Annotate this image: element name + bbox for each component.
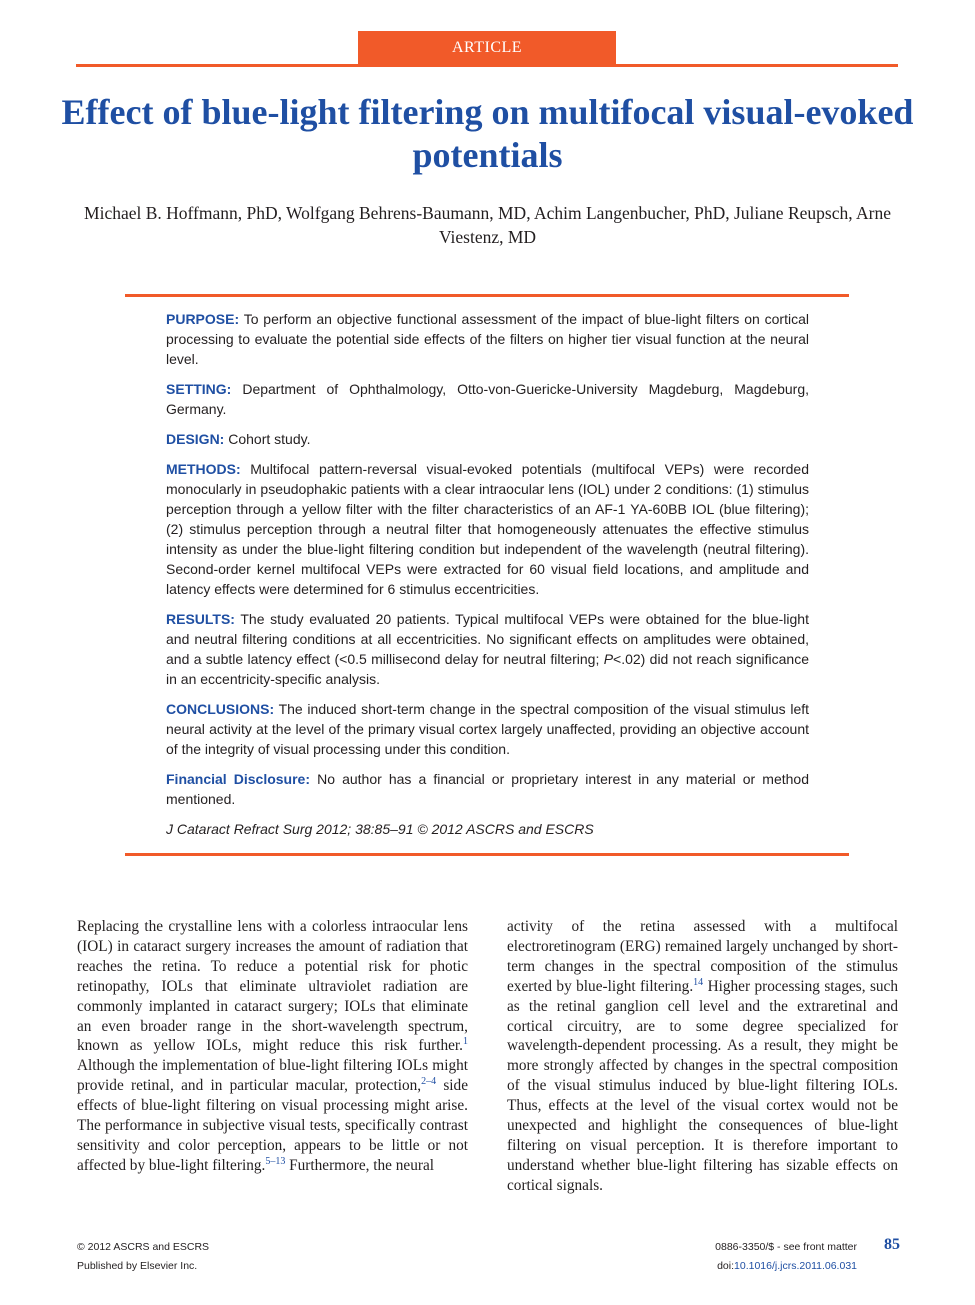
section-label: ARTICLE	[358, 31, 616, 65]
journal-citation: J Cataract Refract Surg 2012; 38:85–91 © 2012 ASCRS and ESCRS	[166, 821, 594, 837]
footer-publisher: Published by Elsevier Inc.	[77, 1260, 198, 1272]
disclosure-text: No author has a financial or proprietary interest in any material or method mentioned.	[166, 771, 809, 807]
body-column-right	[507, 917, 898, 1196]
results-label: RESULTS:	[166, 611, 235, 627]
abstract-purpose	[166, 309, 809, 369]
body-text: Although the implementation of blue-light filtering IOLs might provide retinal, and in particular macular, protection,	[77, 1057, 468, 1095]
abstract-conclusions	[166, 699, 809, 759]
footer-copyright: © 2012 ASCRS and ESCRS	[77, 1241, 210, 1253]
results-p-symbol: P	[603, 651, 614, 667]
setting-label: SETTING:	[166, 381, 232, 397]
purpose-text: To perform an objective functional assessment of the impact of blue-light filters on cortical processing to evaluate the potential side effects of the filters on higher tier visual function at the neural level.	[166, 311, 809, 367]
body-paragraph	[507, 917, 898, 1196]
header-rule	[76, 64, 898, 67]
conclusions-text: The induced short-term change in the spectral composition of the visual stimulus left neural activity at the level of the primary visual cortex largely unaffected, providing an objective account of the integrity of visual processing under this condition.	[166, 701, 810, 757]
design-text: Cohort study.	[228, 431, 311, 447]
abstract-bottom-rule	[125, 853, 849, 856]
page-number: 85	[884, 1236, 900, 1253]
design-label: DESIGN:	[166, 431, 225, 447]
conclusions-label: CONCLUSIONS:	[166, 701, 275, 717]
reference-link[interactable]: 2–4	[421, 1076, 437, 1088]
reference-link[interactable]: 5–13	[265, 1155, 286, 1167]
methods-label: METHODS:	[166, 461, 241, 477]
footer-issn: 0886-3350/$ - see front matter	[715, 1241, 857, 1253]
abstract	[166, 309, 809, 849]
abstract-results	[166, 609, 809, 689]
abstract-disclosure	[166, 769, 809, 809]
disclosure-label: Financial Disclosure:	[166, 771, 311, 787]
abstract-top-rule	[125, 294, 849, 297]
article-title: Effect of blue-light filtering on multifocal visual-evoked potentials	[61, 92, 914, 175]
body-column-left	[77, 917, 468, 1176]
results-text-a: The study evaluated 20 patients. Typical multifocal VEPs were obtained for the blue-light and neutral filtering conditions at all eccentricities. No significant effects on amplitudes were obtained, and a subtle latency effect (<0.5 millisecond delay for neutral filtering;	[166, 611, 809, 667]
body-text: Replacing the crystalline lens with a colorless intraocular lens (IOL) in cataract surgery increases the amount of radiation that reaches the retina. To reduce a potential risk for photic retinopathy, IOLs that eliminate ultraviolet radiation are commonly implanted in cataract surgery; IOLs that eliminate an even broader range in the short-wavelength spectrum, known as yellow IOLs, might reduce this risk further.	[77, 918, 468, 1055]
author-list: Michael B. Hoffmann, PhD, Wolfgang Behrens-Baumann, MD, Achim Langenbucher, PhD, Juliane Reupsch, Arne Viestenz, MD	[84, 203, 891, 247]
doi-prefix: doi:	[717, 1260, 735, 1272]
footer-doi	[717, 1260, 857, 1272]
reference-link[interactable]: 1	[463, 1036, 468, 1048]
body-text: side effects of blue-light filtering on visual processing might arise. The performance in subjective visual tests, specifically contrast sensitivity and color perception, appears to be little or not affected by blue-light filtering.	[77, 1077, 468, 1174]
methods-text: Multifocal pattern-reversal visual-evoked potentials (multifocal VEPs) were recorded monocularly in pseudophakic patients with a clear intraocular lens (IOL) under 2 conditions: (1) stimulus perception through a yellow filter with the filter characteristics of an AF-1 YA-60BB IOL (blue filtering); (2) stimulus perception through a neutral filter that homogeneously attenuates the effective stimulus intensity as under the blue-light filtering condition but independent of the wavelength (neutral filtering). Second-order kernel multifocal VEPs were extracted for 60 visual field locations, and amplitude and latency effects were determined for 6 stimulus eccentricities.	[166, 461, 810, 597]
abstract-setting	[166, 379, 809, 419]
reference-link[interactable]: 14	[693, 976, 704, 988]
abstract-design	[166, 429, 809, 449]
body-text: activity of the retina assessed with a multifocal electroretinogram (ERG) remained largely unchanged by short-term changes in the spectral composition of the stimulus exerted by blue-light filtering.	[507, 918, 898, 995]
results-text-b: <.02) did not reach significance in an eccentricity-specific analysis.	[166, 651, 809, 687]
body-text: Higher processing stages, such as the retinal ganglion cell level and the extraretinal and cortical circuitry, are to some degree specialized for wavelength-dependent processing. As a result, they might be more strongly affected by changes in the spectral composition of the visual stimulus induced by blue-light filtering IOLs. Thus, effects at the level of the visual cortex would not be unexpected and highlight the consequences of blue-light filtering on visual perception. It is therefore important to understand whether blue-light filtering has sizable effects on cortical signals.	[507, 977, 898, 1194]
body-text: Furthermore, the neural	[285, 1156, 434, 1174]
body-paragraph	[77, 917, 468, 1176]
purpose-label: PURPOSE:	[166, 311, 240, 327]
setting-text: Department of Ophthalmology, Otto-von-Guericke-University Magdeburg, Magdeburg, Germany.	[166, 381, 809, 417]
abstract-methods	[166, 459, 809, 599]
doi-link[interactable]: 10.1016/j.jcrs.2011.06.031	[734, 1260, 857, 1272]
